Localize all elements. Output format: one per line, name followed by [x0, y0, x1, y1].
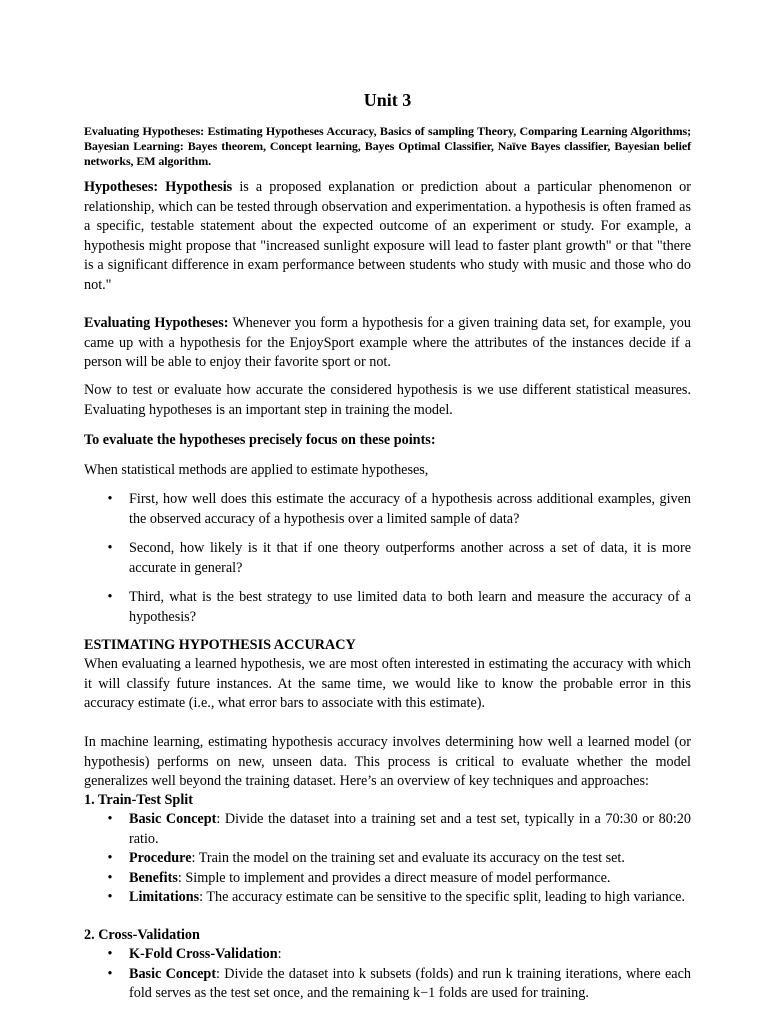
evaluation-points-list — [84, 490, 691, 637]
list-item: • K-Fold Cross-Validation: — [84, 945, 691, 965]
list-item: • Procedure: Train the model on the training set and evaluate its accuracy on the test set. — [84, 849, 691, 869]
bullet-icon: • — [107, 491, 113, 507]
estimating-paragraph-2: In machine learning, estimating hypothesis accuracy involves determining how well a learned model (or hypothesis) performs on new, unseen data. This process is critical to evaluate whether the model generalizes well beyond the training dataset. Here’s an overview of key techniques and approaches: — [84, 734, 691, 789]
list-item: • Benefits: Simple to implement and provides a direct measure of model performance. — [84, 869, 691, 889]
cross-validation-list — [84, 945, 691, 1004]
bullet-icon: • — [107, 946, 113, 962]
hypotheses-text: is a proposed explanation or prediction about a particular phenomenon or relationship, which can be tested through observation and experimentation. a hypothesis is often framed as a specific, testable statement about the expected outcome of an experiment or study. For example, a hypothesis might propose that "increased sunlight exposure will lead to faster plant growth" or that "there is a significant difference in exam performance between students who study with music and those who do not." — [84, 179, 691, 293]
list-item: • First, how well does this estimate the accuracy of a hypothesis across additional examples, given the observed accuracy of a hypothesis over a limited sample of data? — [84, 490, 691, 529]
evaluating-text: Whenever you form a hypothesis for a given training data set, for example, you came up with a hypothesis for the EnjoySport example where the attributes of the instances decide if a person will be able to enjoy their favorite sport or not. — [84, 315, 691, 370]
now-test-paragraph: Now to test or evaluate how accurate the considered hypothesis is we use different statistical measures. Evaluating hypotheses is an important step in training the model. — [84, 382, 691, 418]
bullet-icon: • — [107, 589, 113, 605]
hypotheses-paragraph — [84, 178, 691, 295]
list-item: • Basic Concept: Divide the dataset into k subsets (folds) and run k training iterations, where each fold serves as the test set once, and the remaining k−1 folds are used for training. — [84, 965, 691, 1004]
when-statistical-text: When statistical methods are applied to estimate hypotheses, — [84, 462, 429, 478]
list-item: • Third, what is the best strategy to use limited data to both learn and measure the accuracy of a hypothesis? — [84, 588, 691, 627]
unit-topics: Evaluating Hypotheses: Estimating Hypotheses Accuracy, Basics of sampling Theory, Comparing Learning Algorithms; Bayesian Learning: Bayes theorem, Concept learning, Bayes Optimal Classifier, Naïve Bayes classifier, Bayesian belief networks, EM algorithm. — [84, 124, 691, 168]
list-item: • Second, how likely is it that if one theory outperforms another across a set of data, it is more accurate in general? — [84, 539, 691, 578]
bullet-icon: • — [107, 811, 113, 827]
cross-validation-heading: 2. Cross-Validation — [84, 927, 200, 943]
bullet-icon: • — [107, 889, 113, 905]
page-title: Unit 3 — [363, 90, 412, 110]
evaluating-lead: Evaluating Hypotheses: — [84, 315, 229, 331]
bullet-icon: • — [107, 540, 113, 556]
train-test-heading: 1. Train-Test Split — [84, 792, 193, 808]
bullet-icon: • — [107, 850, 113, 866]
evaluating-paragraph — [84, 314, 691, 373]
hypotheses-lead: Hypotheses: Hypothesis — [84, 179, 233, 195]
estimating-paragraph-1: When evaluating a learned hypothesis, we are most often interested in estimating the accuracy with which it will classify future instances. At the same time, we would like to know the probable error in this accuracy estimate (i.e., what error bars to associate with this estimate). — [84, 656, 691, 711]
bullet-icon: • — [107, 965, 113, 982]
estimating-heading: ESTIMATING HYPOTHESIS ACCURACY — [84, 637, 356, 653]
list-item: • Limitations: The accuracy estimate can be sensitive to the specific split, leading to high variance. — [84, 888, 691, 908]
train-test-list — [84, 810, 691, 908]
list-item: • Basic Concept: Divide the dataset into a training set and a test set, typically in a 70:30 or 80:20 ratio. — [84, 810, 691, 849]
bullet-icon: • — [107, 869, 113, 886]
focus-heading: To evaluate the hypotheses precisely focus on these points: — [84, 432, 436, 448]
